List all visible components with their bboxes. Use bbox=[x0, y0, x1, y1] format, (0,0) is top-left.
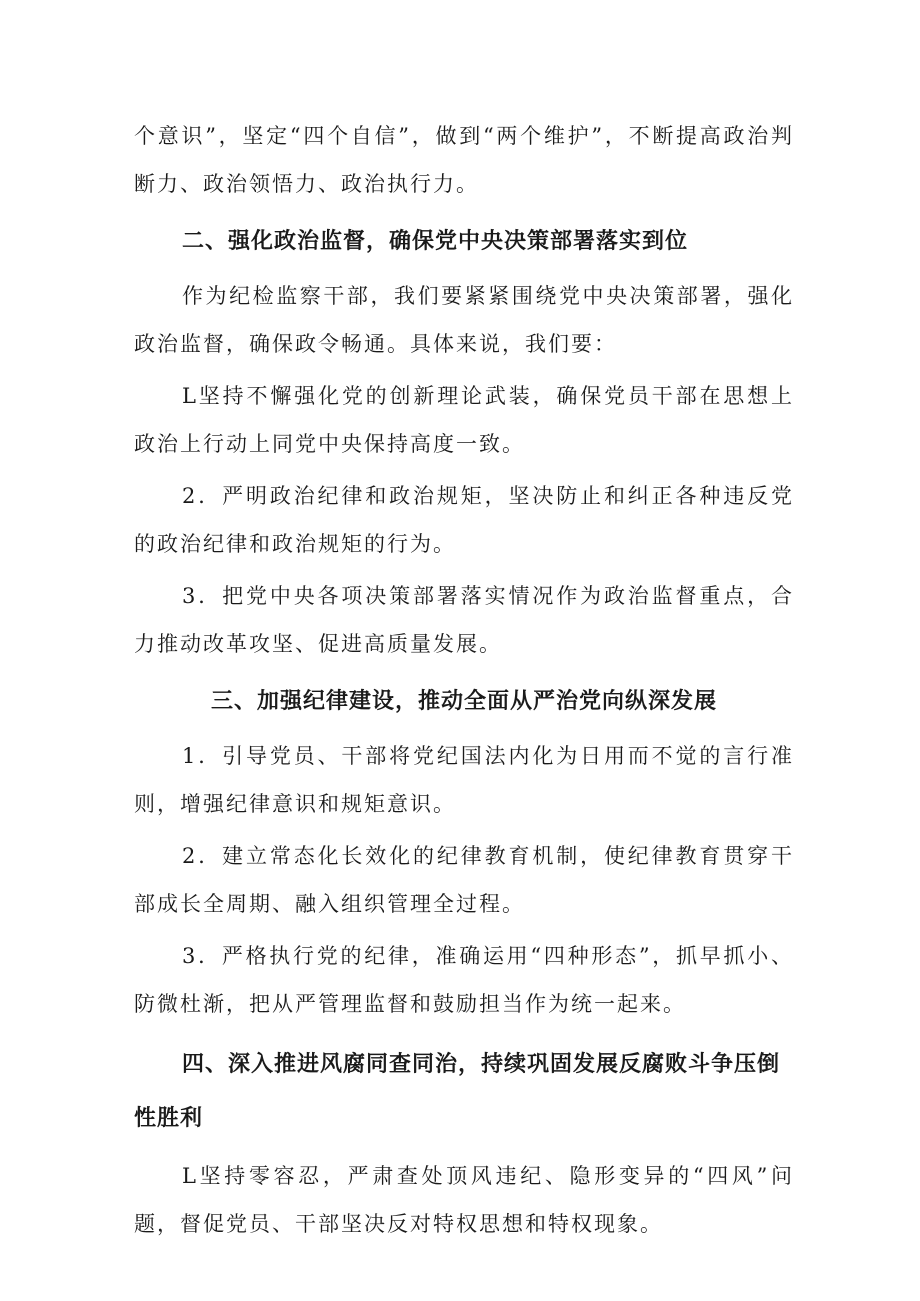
section-heading-2: 二、强化政治监督，确保党中央决策部署落实到位 bbox=[182, 229, 689, 254]
list-item: 1．引导党员、干部将党纪国法内化为日用而不觉的言行准则，增强纪律意识和规矩意识。 bbox=[134, 744, 794, 816]
section-heading-3: 三、加强纪律建设，推动全面从严治党向纵深发展 bbox=[210, 689, 717, 714]
paragraph-intro: 作为纪检监察干部，我们要紧紧围绕党中央决策部署，强化政治监督，确保政令畅通。具体来说，我们要： bbox=[134, 284, 794, 356]
paragraph-continued: 个意识”，坚定“四个自信”，做到“两个维护”，不断提高政治判断力、政治领悟力、政治执行力。 bbox=[134, 124, 794, 196]
list-item: 2．严明政治纪律和政治规矩，坚决防止和纠正各种违反党的政治纪律和政治规矩的行为。 bbox=[134, 484, 794, 556]
list-item: L坚持不懈强化党的创新理论武装，确保党员干部在思想上政治上行动上同党中央保持高度一致。 bbox=[134, 384, 794, 456]
section-heading-4: 四、深入推进风腐同查同治，持续巩固发展反腐败斗争压倒性胜利 bbox=[134, 1052, 781, 1131]
list-item: L坚持零容忍，严肃查处顶风违纪、隐形变异的“四风”问题，督促党员、干部坚决反对特权思想和特权现象。 bbox=[134, 1164, 794, 1236]
list-item: 2．建立常态化长效化的纪律教育机制，使纪律教育贯穿干部成长全周期、融入组织管理全过程。 bbox=[134, 844, 794, 916]
list-item: 3．严格执行党的纪律，准确运用“四种形态”，抓早抓小、防微杜渐，把从严管理监督和鼓励担当作为统一起来。 bbox=[134, 944, 794, 1016]
list-item: 3．把党中央各项决策部署落实情况作为政治监督重点，合力推动改革攻坚、促进高质量发展。 bbox=[134, 584, 794, 656]
document-body bbox=[134, 112, 794, 1252]
